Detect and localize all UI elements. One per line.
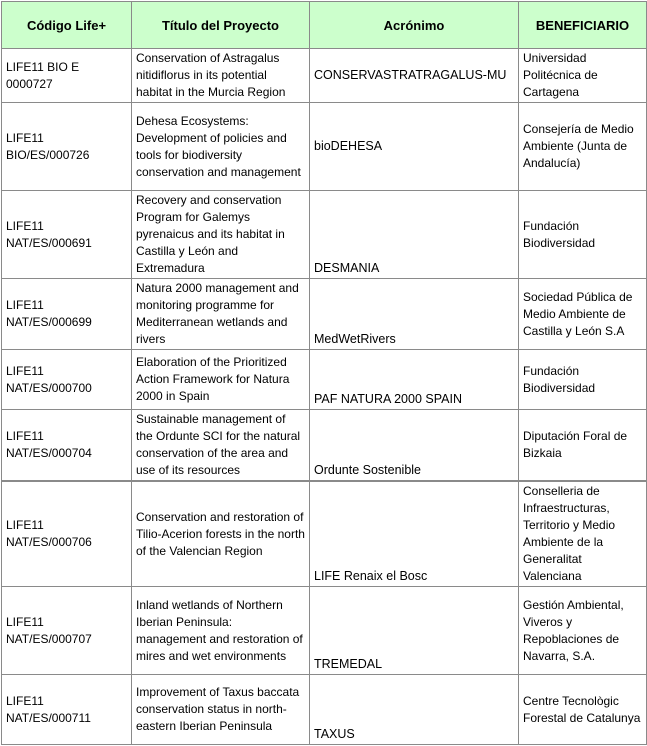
project-beneficiary: Consejería de Medio Ambiente (Junta de Andalucía) [519,103,647,191]
project-code: LIFE11 NAT/ES/000707 [2,587,132,675]
project-title: Sustainable management of the Ordunte SCI for the natural conservation of the area and use of its resources [132,410,310,482]
project-acronym: Ordunte Sostenible [310,410,519,482]
project-beneficiary: Centre Tecnològic Forestal de Catalunya [519,675,647,745]
project-beneficiary: Conselleria de Infraestructuras, Territorio y Medio Ambiente de la Generalitat Valenciana [519,481,647,587]
project-code: LIFE11 BIO E 0000727 [2,49,132,103]
header-acronym: Acrónimo [310,2,519,49]
project-acronym: LIFE Renaix el Bosc [310,481,519,587]
project-beneficiary: Fundación Biodiversidad [519,191,647,279]
project-acronym: DESMANIA [310,191,519,279]
table-row [2,279,647,350]
project-title: Inland wetlands of Northern Iberian Peninsula: management and restoration of mires and wet environments [132,587,310,675]
project-code: LIFE11 NAT/ES/000699 [2,279,132,350]
project-acronym: bioDEHESA [310,103,519,191]
project-code: LIFE11 NAT/ES/000711 [2,675,132,745]
header-beneficiary: BENEFICIARIO [519,2,647,49]
table-row [2,103,647,191]
project-beneficiary: Sociedad Pública de Medio Ambiente de Castilla y León S.A [519,279,647,350]
project-acronym: TREMEDAL [310,587,519,675]
project-title: Recovery and conservation Program for Galemys pyrenaicus and its habitat in Castilla y León and Extremadura [132,191,310,279]
project-title: Improvement of Taxus baccata conservation status in north-eastern Iberian Peninsula [132,675,310,745]
project-beneficiary: Fundación Biodiversidad [519,350,647,410]
project-title: Conservation and restoration of Tilio-Acerion forests in the north of the Valencian Region [132,481,310,587]
project-beneficiary: Diputación Foral de Bizkaia [519,410,647,482]
project-code: LIFE11 NAT/ES/000691 [2,191,132,279]
projects-table [1,1,647,745]
table-row [2,675,647,745]
project-beneficiary: Gestión Ambiental, Viveros y Repoblaciones de Navarra, S.A. [519,587,647,675]
project-code: LIFE11 NAT/ES/000700 [2,350,132,410]
project-acronym: CONSERVASTRATRAGALUS-MU [310,49,519,103]
project-acronym: MedWetRivers [310,279,519,350]
project-acronym: TAXUS [310,675,519,745]
project-title: Natura 2000 management and monitoring programme for Mediterranean wetlands and rivers [132,279,310,350]
project-title: Conservation of Astragalus nitidiflorus in its potential habitat in the Murcia Region [132,49,310,103]
project-code: LIFE11 BIO/ES/000726 [2,103,132,191]
table-row [2,350,647,410]
table-row [2,49,647,103]
project-code: LIFE11 NAT/ES/000706 [2,481,132,587]
project-title: Elaboration of the Prioritized Action Framework for Natura 2000 in Spain [132,350,310,410]
header-title: Título del Proyecto [132,2,310,49]
project-beneficiary: Universidad Politécnica de Cartagena [519,49,647,103]
project-title: Dehesa Ecosystems: Development of policies and tools for biodiversity conservation and management [132,103,310,191]
project-acronym: PAF NATURA 2000 SPAIN [310,350,519,410]
table-row [2,410,647,482]
table-row [2,587,647,675]
header-code: Código Life+ [2,2,132,49]
table-row [2,481,647,587]
header-row [2,2,647,49]
project-code: LIFE11 NAT/ES/000704 [2,410,132,482]
table-row [2,191,647,279]
